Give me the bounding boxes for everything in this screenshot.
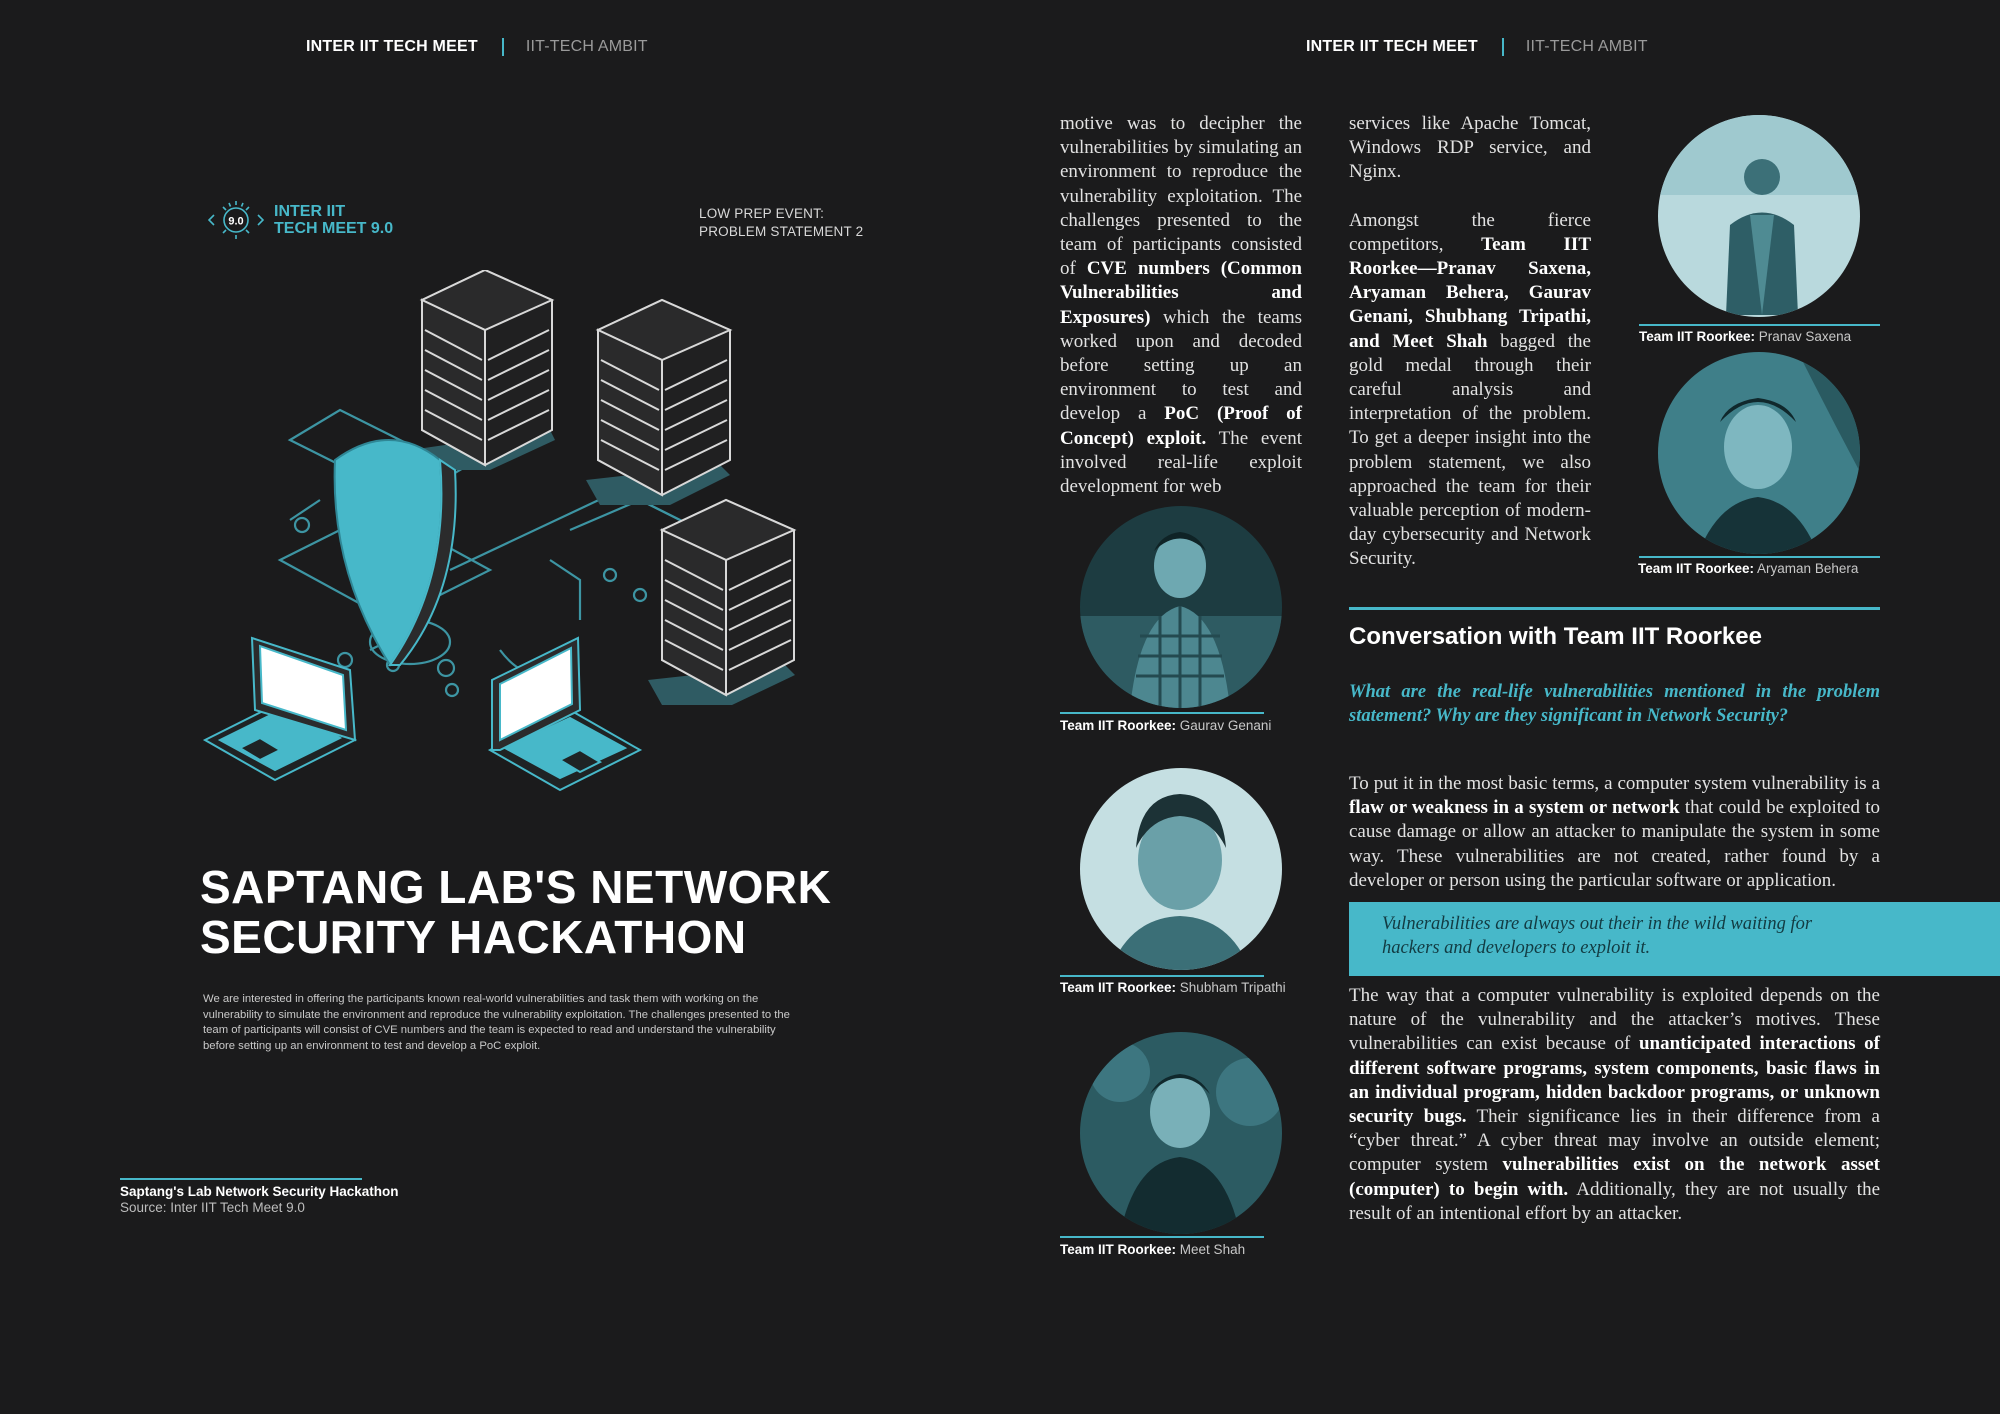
laptop-icon bbox=[490, 638, 640, 790]
body-text: The event involved real-life exploit development for web bbox=[1060, 427, 1303, 498]
body-text: The way that a computer vulnerability is exploited depends on the nature of the vulnerability and the attacker’s motives. These vulnerabilities can exist because of bbox=[1349, 985, 1880, 1055]
body-text: Their significance lies in their difference from a “cyber threat.” A cyber threat may involve an outside element; computer system bbox=[1349, 1106, 1880, 1176]
circuit-node bbox=[295, 518, 309, 532]
team-member-photo bbox=[1080, 1032, 1282, 1234]
body-text: services like Apache Tomcat, Windows RDP service, and Nginx. bbox=[1349, 113, 1591, 183]
caption-name: Pranav Saxena bbox=[1758, 329, 1852, 344]
circuit-node bbox=[338, 653, 352, 667]
circuit-node bbox=[438, 660, 454, 676]
photo-caption-rule bbox=[1639, 556, 1880, 558]
team-member-photo bbox=[1658, 115, 1860, 317]
running-header-right bbox=[1306, 38, 1648, 56]
gear-logo-icon bbox=[208, 195, 264, 245]
team-member-photo bbox=[1080, 768, 1282, 970]
hero-title bbox=[200, 862, 831, 962]
circuit-path bbox=[550, 560, 580, 620]
photo-caption bbox=[1060, 980, 1286, 995]
caption-team: Team IIT Roorkee: bbox=[1060, 1242, 1177, 1257]
caption-name: Meet Shah bbox=[1179, 1242, 1246, 1257]
caption-team: Team IIT Roorkee: bbox=[1639, 329, 1756, 344]
header-brand: INTER IIT TECH MEET bbox=[1306, 38, 1478, 55]
running-header-left bbox=[306, 38, 648, 56]
caption-name: Shubham Tripathi bbox=[1179, 980, 1286, 995]
section-rule bbox=[1349, 607, 1880, 610]
photo-caption bbox=[1638, 561, 1858, 576]
header-divider bbox=[502, 38, 504, 56]
circuit-node bbox=[634, 589, 646, 601]
photo-caption bbox=[1060, 718, 1271, 733]
team-member-photo bbox=[1658, 352, 1860, 554]
laptop-icon bbox=[205, 638, 355, 780]
body-bold: CVE numbers (Common Vulnerabilities and Exposures) bbox=[1060, 258, 1302, 328]
event-type-line2: PROBLEM STATEMENT 2 bbox=[699, 224, 864, 239]
network-security-illustration bbox=[200, 270, 860, 810]
article-column-1 bbox=[1060, 112, 1302, 499]
caption-name: Aryaman Behera bbox=[1757, 561, 1859, 576]
body-bold: Team IIT Roorkee—Pranav Saxena, Aryaman Behera, Gaurav Genani, Shubhang Tripathi, and Meet Shah bbox=[1349, 233, 1592, 352]
body-bold: PoC (Proof of Concept) exploit. bbox=[1060, 403, 1302, 449]
shield-icon bbox=[335, 440, 456, 665]
header-brand: INTER IIT TECH MEET bbox=[306, 38, 478, 55]
server-icon bbox=[586, 300, 730, 505]
photo-caption bbox=[1060, 1242, 1245, 1257]
logo-line2: TECH MEET 9.0 bbox=[274, 220, 394, 237]
article-column-2 bbox=[1349, 112, 1591, 572]
circuit-node bbox=[604, 569, 616, 581]
caption-title: Saptang's Lab Network Security Hackathon bbox=[120, 1184, 399, 1199]
hero-title-line2: SECURITY HACKATHON bbox=[200, 911, 747, 963]
pull-quote bbox=[1349, 902, 2000, 976]
server-icon bbox=[648, 500, 795, 705]
caption-source: Source: Inter IIT Tech Meet 9.0 bbox=[120, 1200, 305, 1215]
body-text: To put it in the most basic terms, a computer system vulnerability is a bbox=[1349, 773, 1880, 794]
caption-rule bbox=[120, 1178, 362, 1180]
header-divider bbox=[1502, 38, 1504, 56]
caption-name: Gaurav Genani bbox=[1179, 718, 1272, 733]
event-logo bbox=[208, 195, 393, 245]
body-text: that could be exploited to cause damage or allow an attacker to manipulate the system in some way. These vulnerabilities are not created, rather found by a developer or person using the particular software or application. bbox=[1349, 797, 1880, 891]
header-section: IIT-TECH AMBIT bbox=[525, 38, 648, 55]
caption-team: Team IIT Roorkee: bbox=[1060, 980, 1177, 995]
hero-title-line1: SAPTANG LAB'S NETWORK bbox=[200, 861, 832, 913]
photo-caption-rule bbox=[1060, 975, 1264, 977]
logo-badge: 9.0 bbox=[228, 215, 244, 228]
body-text: bagged the gold medal through their careful analysis and interpretation of the problem. To get a deeper insight into the problem statement, we also approached the team for their valuable perception of modern-day cybersecurity and Network Security. bbox=[1349, 330, 1591, 570]
answer-paragraph-2 bbox=[1349, 984, 1880, 1226]
body-text: Additionally, they are not usually the result of an intentional effort by an attacker. bbox=[1349, 1178, 1881, 1224]
body-text: which the teams worked upon and decoded before setting up an environment to test and develop a bbox=[1060, 306, 1302, 425]
body-bold: vulnerabilities exist on the network asset (computer) to begin with. bbox=[1349, 1154, 1880, 1200]
event-type-line1: LOW PREP EVENT: bbox=[699, 206, 825, 221]
pull-quote-text: Vulnerabilities are always out their in the wild waiting for hackers and developers to exploit it. bbox=[1382, 914, 1813, 958]
body-paragraph bbox=[1349, 209, 1591, 572]
body-bold: flaw or weakness in a system or network bbox=[1349, 797, 1680, 819]
server-icon bbox=[410, 270, 555, 470]
section-title: Conversation with Team IIT Roorkee bbox=[1349, 623, 1762, 650]
caption-team: Team IIT Roorkee: bbox=[1638, 561, 1755, 576]
caption-team: Team IIT Roorkee: bbox=[1060, 718, 1177, 733]
team-member-photo bbox=[1080, 506, 1282, 708]
photo-caption-rule bbox=[1060, 712, 1264, 714]
photo-caption bbox=[1639, 329, 1851, 344]
answer-paragraph-1 bbox=[1349, 772, 1880, 893]
hero-description: We are interested in offering the participants known real-world vulnerabilities and task them with working on the vulnerability to simulate the environment and reproduce the vulnerability exploitation. The challenges presented to the team of participants will consist of CVE numbers and the team is expected to read and understand the vulnerability before setting up an environment to test and develop a PoC exploit. bbox=[203, 993, 790, 1052]
event-type bbox=[699, 205, 863, 241]
interview-question: What are the real-life vulnerabilities mentioned in the problem statement? Why are they significant in Network Security? bbox=[1349, 682, 1880, 727]
body-text: Amongst the fierce competitors, bbox=[1349, 209, 1591, 255]
header-section: IIT-TECH AMBIT bbox=[1525, 38, 1648, 55]
body-text: motive was to decipher the vulnerabilities by simulating an environment to reproduce the vulnerability exploitation. The challenges presented to the team of participants consisted of bbox=[1060, 113, 1302, 280]
body-bold: unanticipated interactions of different software programs, system components, basic flaws in an individual program, hidden backdoor programs, or unknown security bugs. bbox=[1349, 1033, 1880, 1128]
logo-line1: INTER IIT bbox=[274, 203, 346, 220]
circuit-node bbox=[446, 684, 458, 696]
photo-caption-rule bbox=[1060, 1236, 1264, 1238]
photo-caption-rule bbox=[1639, 324, 1880, 326]
circuit-path bbox=[290, 500, 320, 520]
